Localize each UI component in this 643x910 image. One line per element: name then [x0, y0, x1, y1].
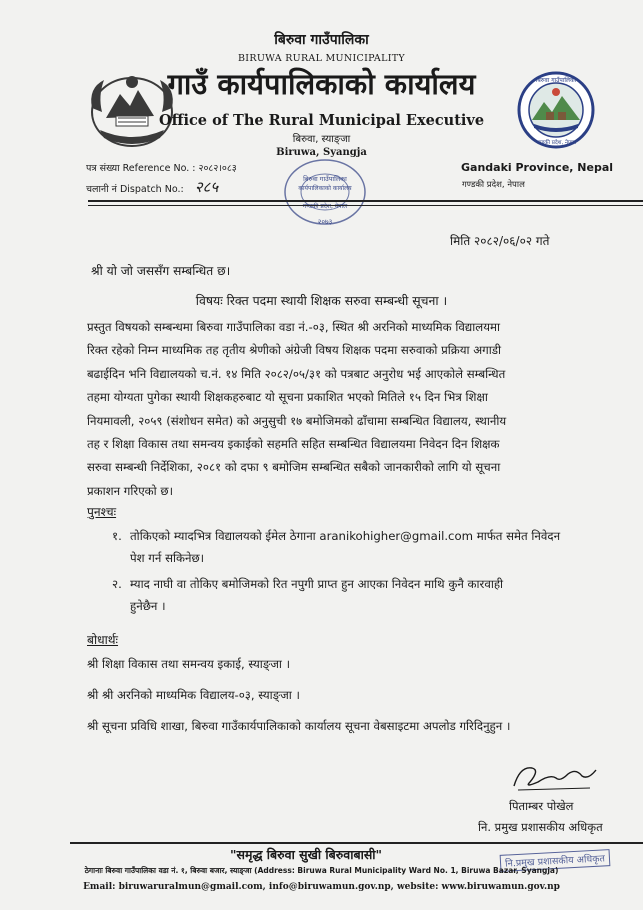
letter-date: मिति २०८२/०६/०२ गते [450, 234, 550, 248]
dispatch-label: चलानी नं Dispatch No.: [86, 184, 184, 195]
postscript-item-line1: तोकिएको म्यादभित्र विद्यालयको ईमेल ठेगाना aranikohigher@gmail.com मार्फत समेत निवेदन [130, 529, 561, 543]
letter-subject: विषयः रिक्त पदमा स्थायी शिक्षक सरुवा सम्बन्धी सूचना । [195, 293, 448, 308]
province-nepali: गण्डकी प्रदेश, नेपाल [462, 180, 525, 190]
official-stamp [282, 156, 368, 232]
postscript-item-line1: म्याद नाघी वा तोकिए बमोजिमको रित नपुगी प्राप्त हुन आएका निवेदन माथि कुनै कारवाही [130, 577, 504, 591]
address-nepali: बिरुवा, स्याङ्जा [292, 134, 351, 145]
cc-heading: बोधार्थः [87, 633, 119, 647]
postscript-heading: पुनश्चः [87, 505, 117, 519]
body-line: बढाईदिन भनि विद्यालयको च.नं. १४ मिति २०८२/०५/३१ को पत्रबाट अनुरोध भई आएकोले सम्बन्धित [87, 366, 506, 381]
cc-item: श्री सूचना प्रविधि शाखा, बिरुवा गाउँकार्यपालिकाको कार्यालय सूचना वेबसाइटमा अपलोड गरिदिनुहुन । [87, 719, 511, 733]
postscript-item [112, 576, 582, 624]
postscript-item-line2: हुनेछैन । [130, 599, 166, 613]
signatory-title: नि. प्रमुख प्रशासकीय अधिकृत [478, 820, 603, 834]
body-line: तह र शिक्षा विकास तथा समन्वय इकाईको सहमति सहित सम्बन्धित विद्यालयमा निवेदन दिन शिक्षक [87, 436, 500, 451]
org-name-nepali: बिरुवा गाउँपालिका [274, 32, 369, 48]
postscript-item-number: १. [112, 529, 122, 543]
footer-slogan: "समृद्ध बिरुवा सुखी बिरुवाबासी" [230, 847, 383, 862]
stamp-line2: कार्यपालिकाको कार्यालय [298, 185, 352, 192]
letter-body [87, 316, 579, 503]
footer-divider [70, 842, 643, 844]
body-line: प्रस्तुत विषयको सम्बन्धमा बिरुवा गाउँपालिका वडा नं.-०३, स्थित श्री अरनिको माध्यमिक विद्यालयमा [87, 320, 500, 334]
stamp-line1: बिरुवा गाउँपालिका [303, 175, 347, 183]
postscript-item [112, 528, 582, 576]
reference-value: २०८२।०८३ [198, 163, 237, 174]
body-line: प्रकाशन गरिएको छ। [87, 483, 173, 498]
signatory-name: पिताम्बर पोखेल [509, 799, 574, 813]
province-english: Gandaki Province, Nepal [461, 161, 614, 174]
postscript-item-line2: पेश गर्न सकिनेछ। [130, 551, 205, 565]
letter-addressee: श्री यो जो जससँग सम्बन्धित छ। [91, 264, 231, 278]
org-name-english: BIRUWA RURAL MUNICIPALITY [238, 53, 405, 64]
address-english: Biruwa, Syangja [276, 147, 367, 158]
cc-item: श्री शिक्षा विकास तथा समन्वय इकाई, स्याङ्जा । [87, 657, 291, 671]
reference-number [86, 161, 237, 174]
footer-contact: Email: biruwaruralmun@gmail.com, info@biruwamun.gov.np, website: www.biruwamun.gov.np [83, 882, 560, 892]
footer-address: ठेगानाः बिरुवा गाउँपालिका वडा नं. १, बिरुवा बजार, स्याङ्जा (Address: Biruwa Rural Municipality Ward No. 1, Biruwa Bazar, Syangja) [84, 866, 559, 875]
body-line: नियमावली, २०५९ (संशोधन समेत) को अनुसुची १७ बमोजिमको ढाँचामा सम्बन्धित विद्यालय, स्थानीय [87, 413, 507, 428]
signature [510, 760, 600, 796]
dispatch-value: २८५ [194, 178, 219, 196]
body-line: तहमा योग्यता पुगेका स्थायी शिक्षकहरुबाट यो सूचना प्रकाशित भएको मितिले १५ दिन भित्र शिक्षा [87, 390, 488, 405]
header-divider-top [88, 200, 643, 202]
office-title-nepali: गाउँ कार्यपालिकाको कार्यालय [167, 67, 476, 101]
office-title-english: Office of The Rural Municipal Executive [158, 112, 485, 129]
stamp-line4: २०७३ [317, 218, 333, 226]
footer-officer-stamp: नि.प्रमुख प्रशासकीय अधिकृत [500, 849, 611, 872]
body-line: सरुवा सम्बन्धी निर्देशिका, २०८१ को दफा ९ बमोजिम सम्बन्धित सबैको जानकारीको लागि यो सूचना [87, 460, 501, 475]
logo-bottom-text: गण्डकी प्रदेश, नेपाल [535, 140, 577, 146]
reference-label: पत्र संख्या Reference No. : [86, 163, 196, 174]
cc-item: श्री श्री अरनिको माध्यमिक विद्यालय-०३, स्याङ्जा । [87, 688, 300, 702]
body-line: रिक्त रहेको निम्न माध्यमिक तह तृतीय श्रेणीको अंग्रेजी विषय शिक्षक पदमा सरुवाको प्रक्रिया अगाडी [87, 343, 502, 358]
header-divider-bottom [88, 205, 643, 206]
postscript-list [112, 528, 582, 624]
cc-list [87, 656, 607, 749]
stamp-line3: गण्डकी प्रदेश, नेपाल [302, 203, 348, 210]
logo-top-text: बिरुवा गाउँपालिका [535, 77, 577, 84]
dispatch-number [86, 177, 218, 197]
postscript-item-number: २. [112, 577, 122, 591]
